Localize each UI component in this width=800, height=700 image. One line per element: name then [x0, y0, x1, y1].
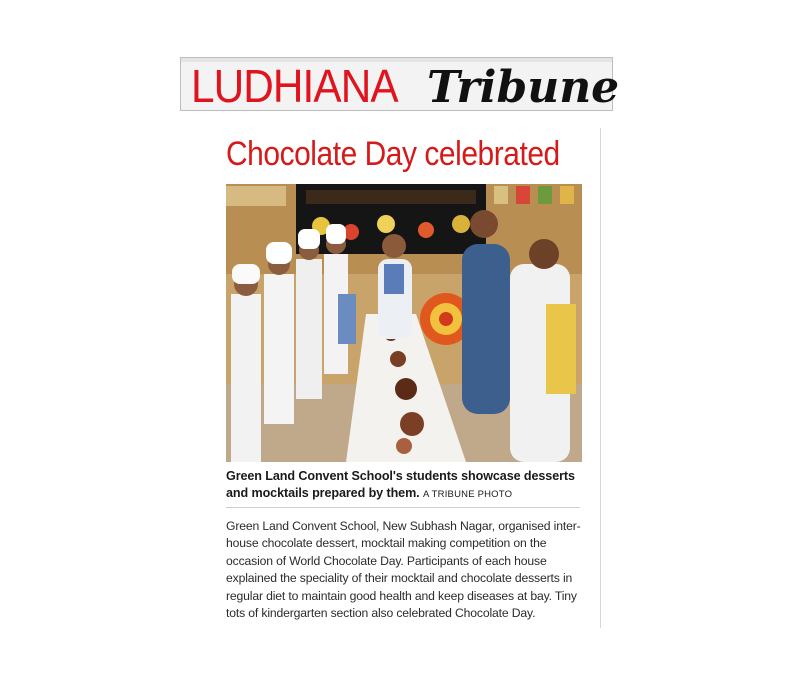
caption-divider — [226, 507, 580, 508]
photo-caption — [226, 468, 596, 503]
masthead-paper-name: Tribune — [427, 62, 620, 113]
masthead-city: LUDHIANA — [191, 60, 398, 112]
article-photo — [226, 184, 582, 462]
article-headline: Chocolate Day celebrated — [226, 135, 560, 173]
caption-text: Green Land Convent School's students showcase desserts and mocktails prepared by them. — [226, 469, 575, 500]
column-divider — [600, 128, 601, 628]
article-body: Green Land Convent School, New Subhash Nagar, organised inter-house chocolate dessert, mocktail making competition on the occasion of World Chocolate Day. Participants of each house explained the speciality of their mocktail and chocolate desserts in regular diet to maintain good health and keep diseases at bay. Tiny tots of kindergarten section also celebrated Chocolate Day. — [226, 519, 581, 621]
masthead — [180, 57, 620, 113]
photo-students-chocolate-desserts-icon — [226, 184, 582, 462]
photo-credit: A TRIBUNE PHOTO — [422, 489, 513, 500]
